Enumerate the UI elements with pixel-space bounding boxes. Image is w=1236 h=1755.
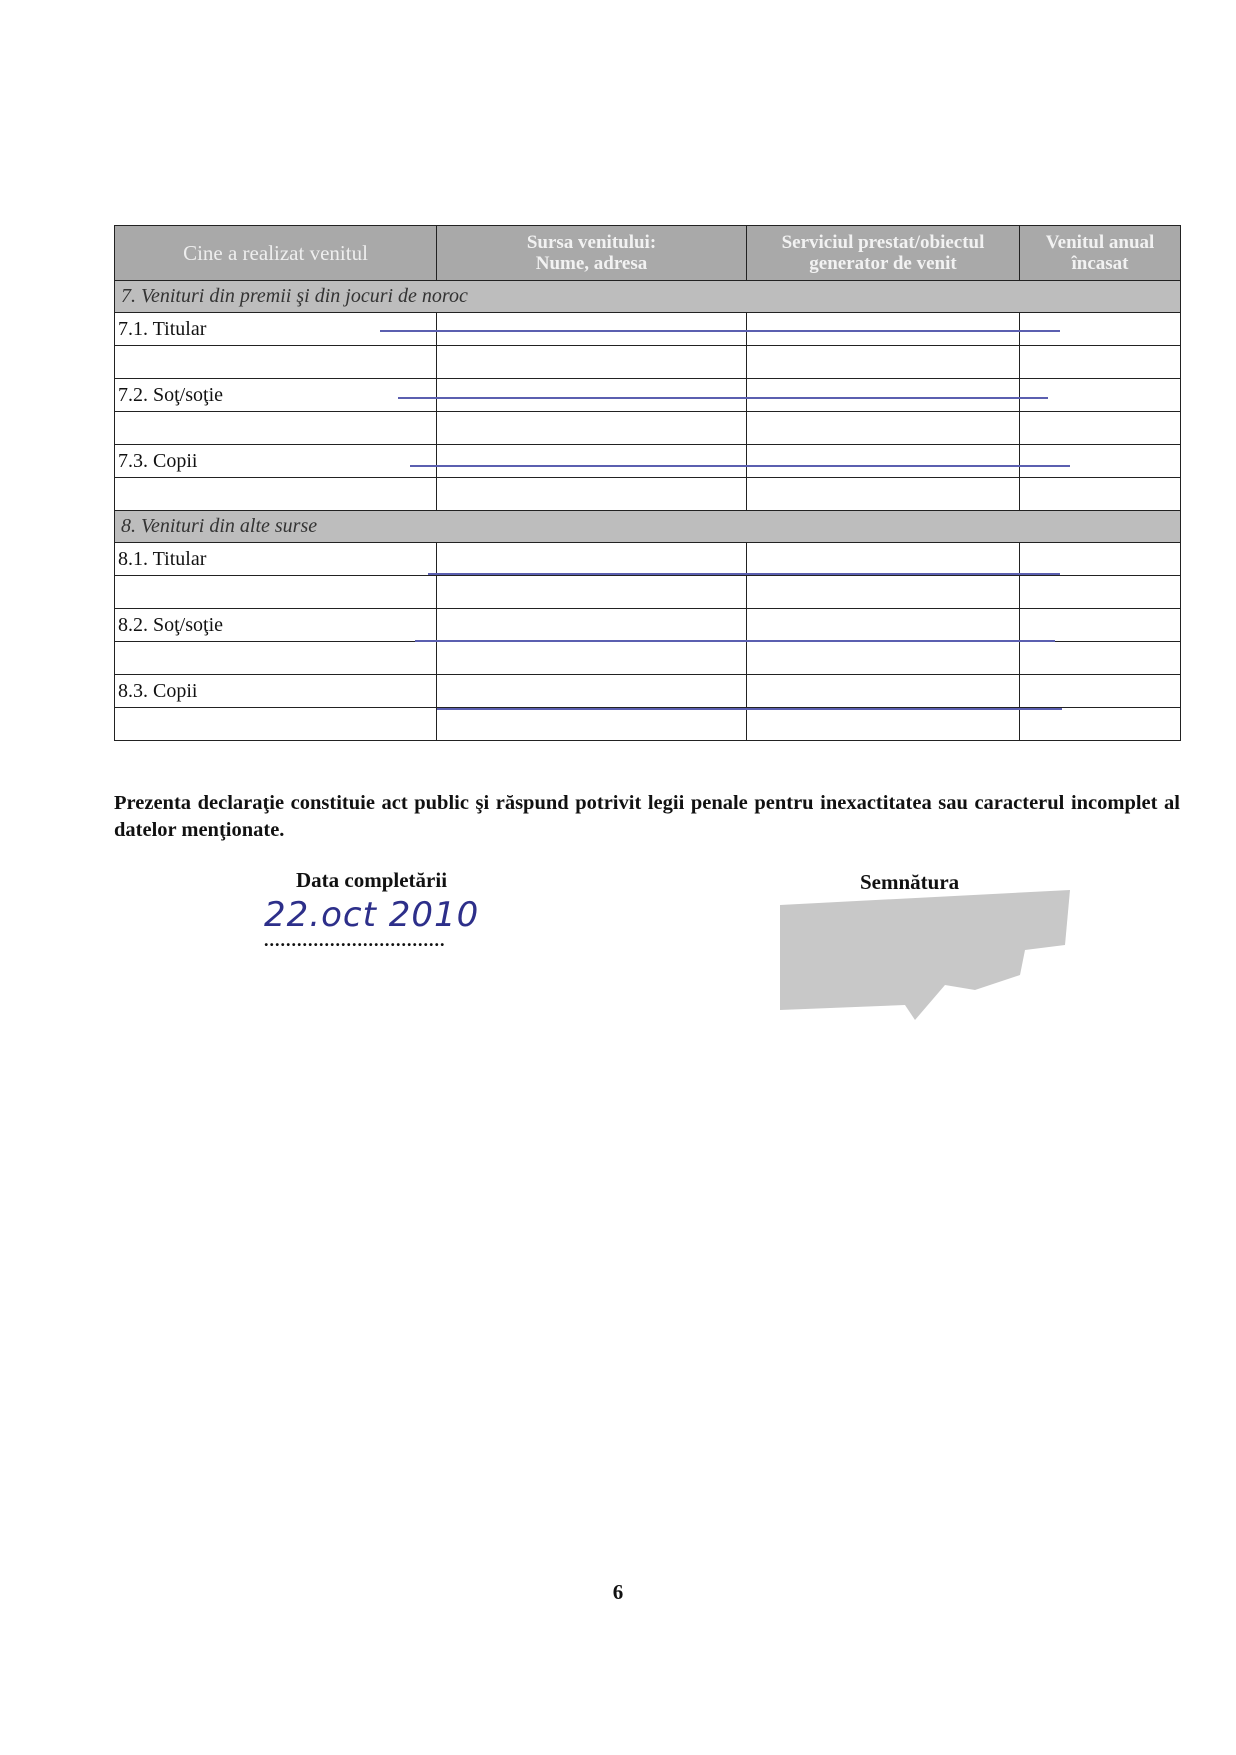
page-number: 6: [612, 1580, 624, 1604]
table-header-row: [115, 226, 1181, 281]
strike-line-8-1: [428, 573, 1060, 575]
table-row: [115, 412, 1181, 445]
section-7-row: [115, 281, 1181, 313]
row-label-7-1: 7.1. Titular: [115, 313, 437, 346]
table-row: [115, 576, 1181, 609]
table-row: [115, 675, 1181, 708]
table-row: [115, 543, 1181, 576]
table-row: [115, 379, 1181, 412]
strike-line-7-2: [398, 397, 1048, 399]
signature-label: Semnătura: [860, 870, 960, 894]
row-label-8-2: 8.2. Soţ/soţie: [115, 609, 437, 642]
date-dotted-line: .................................: [264, 930, 446, 950]
header-source: Sursa venitului: Nume, adresa: [437, 226, 747, 281]
strike-line-7-1: [380, 330, 1060, 332]
income-table-wrapper: [114, 225, 1180, 741]
row-label-8-3: 8.3. Copii: [115, 675, 437, 708]
header-annual-income: Venitul anual încasat: [1020, 226, 1181, 281]
row-label-8-1: 8.1. Titular: [115, 543, 437, 576]
table-row: [115, 478, 1181, 511]
signature-redaction: [775, 885, 1075, 1020]
date-label: Data completării: [296, 868, 448, 892]
strike-line-8-3: [437, 708, 1062, 710]
table-row: [115, 609, 1181, 642]
row-label-7-3: 7.3. Copii: [115, 445, 437, 478]
table-row: [115, 313, 1181, 346]
income-table: [114, 225, 1181, 741]
strike-line-7-3: [410, 465, 1070, 467]
table-row: [115, 708, 1181, 741]
row-label-7-2: 7.2. Soţ/soţie: [115, 379, 437, 412]
table-row: [115, 346, 1181, 379]
date-handwritten: 22.oct 2010: [264, 895, 480, 935]
header-who: Cine a realizat venitul: [115, 226, 437, 281]
declaration-statement: Prezenta declaraţie constituie act public şi răspund potrivit legii penale pentru inexactitatea sau caracterul incomplet al datelor menţionate.: [114, 792, 1180, 841]
section-7-title: 7. Venituri din premii şi din jocuri de noroc: [115, 281, 1181, 313]
table-row: [115, 642, 1181, 675]
section-8-row: [115, 511, 1181, 543]
header-service: Serviciul prestat/obiectul generator de venit: [747, 226, 1020, 281]
section-8-title: 8. Venituri din alte surse: [115, 511, 1181, 543]
table-row: [115, 445, 1181, 478]
strike-line-8-2: [415, 640, 1055, 642]
